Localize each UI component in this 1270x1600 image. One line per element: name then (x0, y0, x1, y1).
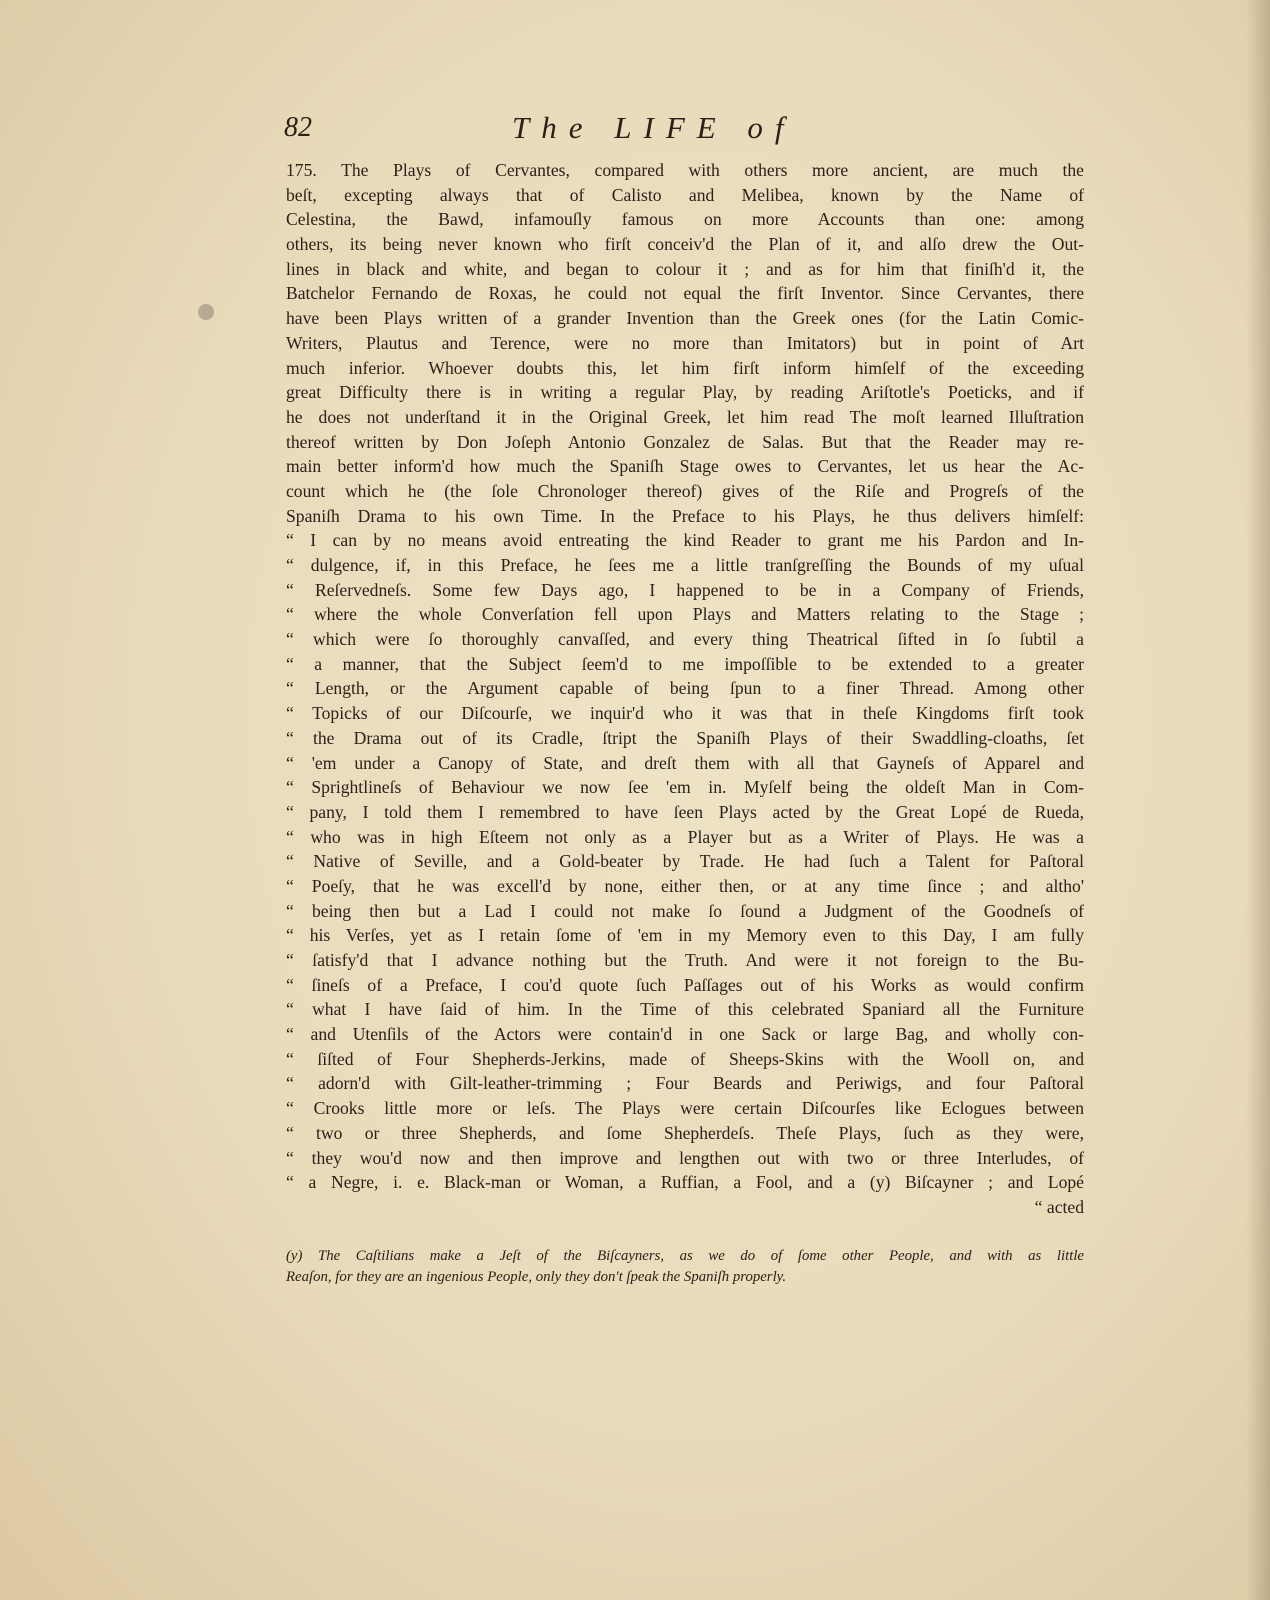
running-head (284, 112, 1064, 152)
text-line: beſt, excepting always that of Calisto and Melibea, known by the Name of (286, 184, 1084, 205)
text-line: “ which were ſo thoroughly canvaſſed, and every thing Theatrical ſifted in ſo ſubtil a (286, 629, 1084, 650)
text-line: “ two or three Shepherds, and ſome Shepherdeſs. Theſe Plays, ſuch as they were, (286, 1122, 1084, 1143)
text-line: “ adorn'd with Gilt-leather-trimming ; Four Beards and Periwigs, and four Paſtoral (286, 1073, 1084, 1094)
text-line: “ dulgence, if, in this Preface, he ſees me a little tranſgreſſing the Bounds of my uſual (286, 555, 1084, 575)
footnotes (286, 1246, 1084, 1288)
ink-smudge (198, 304, 214, 320)
text-line: Spaniſh Drama to his own Time. In the Preface to his Plays, he thus delivers himſelf: (286, 505, 1084, 526)
text-line: Batchelor Fernando de Roxas, he could not equal the firſt Inventor. Since Cervantes, there (286, 283, 1084, 304)
text-line: “ Topicks of our Diſcourſe, we inquir'd who it was that in theſe Kingdoms firſt took (286, 703, 1084, 724)
text-line: “ and Utenſils of the Actors were contain'd in one Sack or large Bag, and wholly con- (286, 1024, 1084, 1045)
text-line: “ his Verſes, yet as I retain ſome of 'em in my Memory even to this Day, I am fully (286, 925, 1084, 946)
text-line: “ ſatisfy'd that I advance nothing but the Truth. And were it not foreign to the Bu- (286, 950, 1084, 970)
text-line: “ they wou'd now and then improve and lengthen out with two or three Interludes, of (286, 1147, 1084, 1168)
footnote-line: Reaſon, for they are an ingenious People, only they don't ſpeak the Spaniſh properly. (286, 1269, 787, 1285)
text-line: “ I can by no means avoid entreating the kind Reader to grant me his Pardon and In- (286, 530, 1084, 551)
text-line: Celestina, the Bawd, infamouſly famous on more Accounts than one: among (286, 209, 1084, 230)
text-line: “ being then but a Lad I could not make ſo ſound a Judgment of the Goodneſs of (286, 900, 1084, 921)
footnote-line: (y) The Caſtilians make a Jeſt of the Biſcayners, as we do of ſome other People, and with as little (286, 1248, 1084, 1264)
page-number: 82 (284, 112, 312, 143)
body-text (286, 158, 1084, 1220)
text-line: have been Plays written of a grander Invention than the Greek ones (for the Latin Comic- (286, 308, 1084, 329)
text-line: count which he (the ſole Chronologer thereof) gives of the Riſe and Progreſs of the (286, 480, 1084, 501)
text-line: “ ſiſted of Four Shepherds-Jerkins, made of Sheeps-Skins with the Wooll on, and (286, 1048, 1084, 1069)
text-line: thereof written by Don Joſeph Antonio Gonzalez de Salas. But that the Reader may re- (286, 431, 1084, 452)
text-line: “ 'em under a Canopy of State, and dreſt them with all that Gayneſs of Apparel and (286, 752, 1084, 773)
text-line: “ a manner, that the Subject ſeem'd to me impoſſible to be extended to a greater (286, 653, 1084, 674)
text-line: “ Crooks little more or leſs. The Plays were certain Diſcourſes like Eclogues between (286, 1098, 1084, 1119)
text-line: “ a Negre, i. e. Black-man or Woman, a Ruffian, a Fool, and a (y) Biſcayner ; and Lopé (286, 1172, 1084, 1193)
text-line: “ where the whole Converſation fell upon Plays and Matters relating to the Stage ; (286, 604, 1084, 625)
page-edge-shadow (1246, 0, 1270, 1600)
text-line: main better inform'd how much the Spaniſh Stage owes to Cervantes, let us hear the Ac- (286, 456, 1084, 477)
text-line: Writers, Plautus and Terence, were no more than Imitators) but in point of Art (286, 332, 1084, 353)
text-line: “ the Drama out of its Cradle, ſtript the Spaniſh Plays of their Swaddling-cloaths, ſet (286, 727, 1084, 748)
text-line: others, its being never known who firſt conceiv'd the Plan of it, and alſo drew the Out- (286, 234, 1084, 255)
text-line: “ who was in high Eſteem not only as a Player but as a Writer of Plays. He was a (286, 826, 1084, 847)
text-line: great Difficulty there is in writing a regular Play, by reading Ariſtotle's Poeticks, and if (286, 382, 1084, 403)
text-line: he does not underſtand it in the Original Greek, let him read The moſt learned Illuſtration (286, 406, 1084, 427)
text-line: “ Poeſy, that he was excell'd by none, either then, or at any time ſince ; and altho' (286, 875, 1084, 896)
text-line: “ acted (1034, 1196, 1084, 1217)
text-line: “ Sprightlineſs of Behaviour we now ſee 'em in. Myſelf being the oldeſt Man in Com- (286, 777, 1084, 798)
text-line: lines in black and white, and began to colour it ; and as for him that finiſh'd it, the (286, 258, 1084, 279)
text-line: “ Reſervedneſs. Some few Days ago, I happened to be in a Company of Friends, (286, 579, 1084, 600)
running-title: The LIFE of (512, 110, 796, 145)
text-line: “ ſineſs of a Preface, I cou'd quote ſuch Paſſages out of his Works as would confirm (286, 974, 1084, 995)
text-line: “ what I have ſaid of him. In the Time of this celebrated Spaniard all the Furniture (286, 999, 1084, 1020)
text-line: “ Native of Seville, and a Gold-beater by Trade. He had ſuch a Talent for Paſtoral (286, 851, 1084, 872)
text-line: 175. The Plays of Cervantes, compared with others more ancient, are much the (286, 160, 1084, 180)
text-line: “ Length, or the Argument capable of being ſpun to a finer Thread. Among other (286, 678, 1084, 699)
text-line: much inferior. Whoever doubts this, let him firſt inform himſelf of the exceeding (286, 357, 1084, 378)
text-line: “ pany, I told them I remembred to have ſeen Plays acted by the Great Lopé de Rueda, (286, 801, 1084, 822)
